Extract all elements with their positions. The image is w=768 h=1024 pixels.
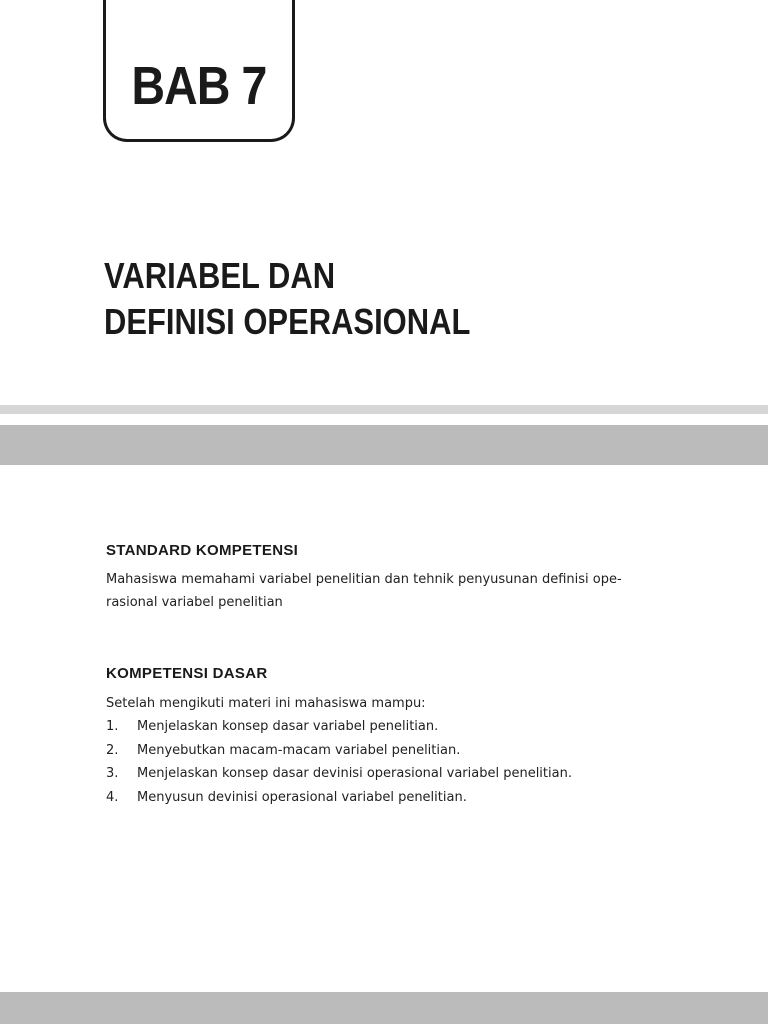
chapter-title-line-1: VARIABEL DAN: [104, 255, 336, 296]
list-item-text: Menjelaskan konsep dasar variabel penelitian.: [137, 719, 439, 734]
kompetensi-dasar-list: [106, 715, 572, 809]
standard-kompetensi-text: [106, 568, 666, 614]
chapter-number-box: [103, 0, 295, 142]
chapter-title-line-2: DEFINISI OPERASIONAL: [104, 301, 471, 342]
list-item-number: 4.: [106, 789, 119, 805]
divider-band-thin: [0, 405, 768, 414]
list-item-text: Menjelaskan konsep dasar devinisi operasional variabel penelitian.: [137, 766, 572, 781]
list-item: [106, 762, 572, 786]
divider-band-thick: [0, 425, 768, 465]
list-item-text: Menyusun devinisi operasional variabel penelitian.: [137, 789, 467, 805]
list-item: [106, 786, 572, 810]
standard-kompetensi-heading: STANDARD KOMPETENSI: [106, 542, 299, 559]
list-item-number: 3.: [106, 766, 119, 781]
kompetensi-dasar-heading: KOMPETENSI DASAR: [106, 665, 268, 682]
standard-kompetensi-line-2: rasional variabel penelitian: [106, 595, 283, 610]
list-item: [106, 715, 572, 739]
footer-band: [0, 992, 768, 1024]
list-item-number: 1.: [106, 719, 119, 734]
list-item: [106, 739, 572, 763]
standard-kompetensi-line-1: Mahasiswa memahami variabel penelitian dan tehnik penyusunan definisi ope-: [106, 572, 622, 587]
list-item-text: Menyebutkan macam-macam variabel penelitian.: [137, 742, 461, 758]
kompetensi-dasar-intro: Setelah mengikuti materi ini mahasiswa mampu:: [106, 696, 426, 711]
chapter-number: BAB 7: [131, 56, 267, 116]
chapter-title: [104, 253, 470, 345]
list-item-number: 2.: [106, 742, 119, 758]
